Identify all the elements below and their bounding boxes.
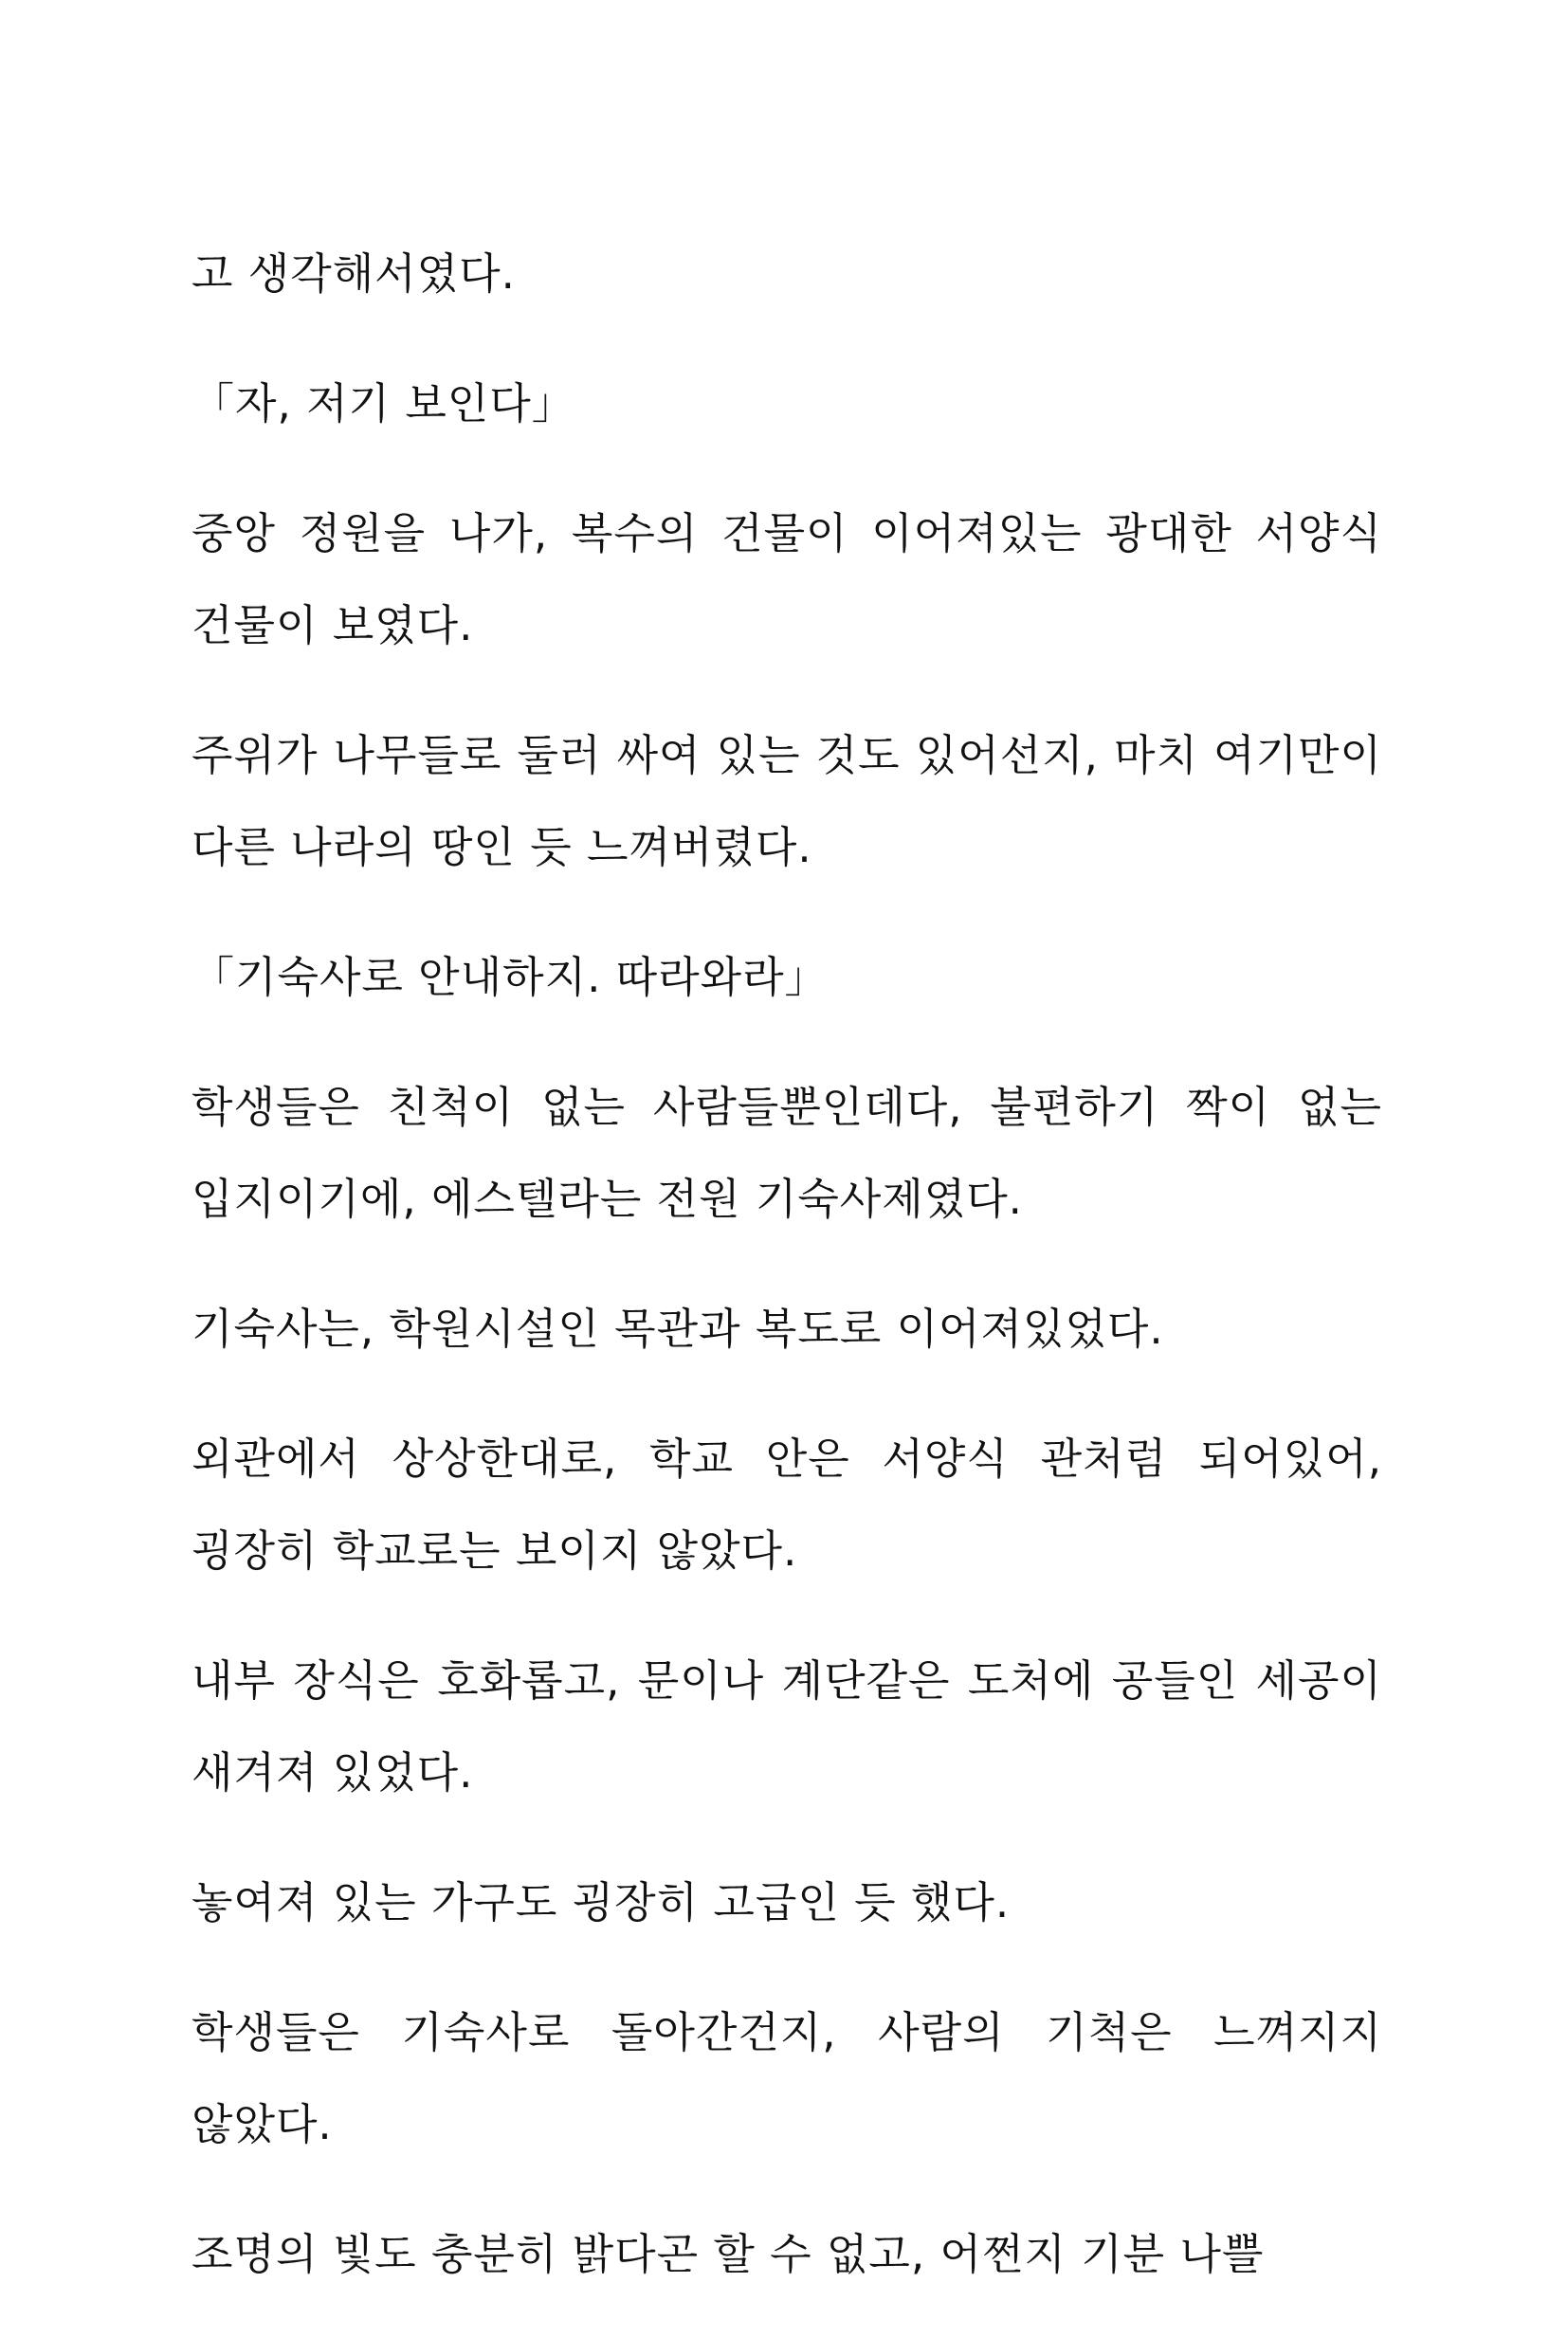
paragraph: 주위가 나무들로 둘러 싸여 있는 것도 있어선지, 마치 여기만이 다른 나라의 땅인 듯 느껴버렸다. <box>191 730 1382 872</box>
paragraph: 조명의 빛도 충분히 밝다곤 할 수 없고, 어쩐지 기분 나쁠 <box>191 2229 1265 2279</box>
text-body <box>191 228 1382 2338</box>
paragraph: 학생들은 친척이 없는 사람들뿐인데다, 불편하기 짝이 없는 입지이기에, 에스텔라는 전원 기숙사제였다. <box>191 1082 1382 1224</box>
paragraph: 놓여져 있는 가구도 굉장히 고급인 듯 했다. <box>191 1877 1011 1927</box>
paragraph: 외관에서 상상한대로, 학교 안은 서양식 관처럼 되어있어, 굉장히 학교로는 보이지 않았다. <box>191 1434 1382 1576</box>
paragraph: 고 생각해서였다. <box>191 248 516 299</box>
paragraph: 학생들은 기숙사로 돌아간건지, 사람의 기척은 느껴지지 않았다. <box>191 2007 1382 2149</box>
paragraph: 기숙사는, 학원시설인 목관과 복도로 이어져있었다. <box>191 1304 1164 1354</box>
paragraph: 내부 장식은 호화롭고, 문이나 계단같은 도처에 공들인 세공이 새겨져 있었다. <box>191 1655 1382 1798</box>
paragraph: 「기숙사로 안내하지. 따라와라」 <box>191 952 829 1002</box>
paragraph: 「자, 저기 보인다」 <box>191 378 575 429</box>
paragraph: 중앙 정원을 나가, 복수의 건물이 이어져있는 광대한 서양식 건물이 보였다. <box>191 508 1382 650</box>
